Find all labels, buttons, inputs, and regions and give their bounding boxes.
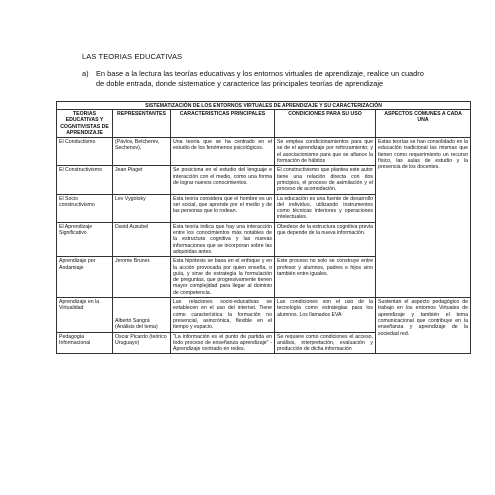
- table-caption: SISTEMATIZACIÓN DE LOS ENTORNOS VIRTUALES DE APRENDIZAJE Y SU CARACTERIZACIÓN: [57, 102, 471, 110]
- representatives-cell: Oscar Picardo (teórico Uruguayo): [113, 332, 171, 354]
- aspects-cell: Sustentan el aspecto pedagógico de trabajo en los entornos Virtuales de aprendizaje y también el tema comunicacional que contribuye en la enseñanza y aprendizaje de la sociedad red.: [376, 298, 471, 354]
- table-caption-row: [57, 102, 471, 110]
- theory-cell: El Socio constructivismo: [57, 194, 113, 222]
- characteristics-cell: Se posiciona en el estudio del lenguaje e interacción con el medio, como una forma de lograr nuevos conocimientos.: [171, 166, 275, 194]
- theory-cell: Aprendizaje en la Virtualidad: [57, 298, 113, 332]
- theory-cell: El Constructivismo: [57, 166, 113, 194]
- characteristics-cell: Una teoría que se ha centrado en el estudio de los fenómenos psicológicos.: [171, 138, 275, 166]
- characteristics-cell: Esta teoría considera que el hombre es un ser social, que aprende por el medio y de las personas que lo rodean.: [171, 194, 275, 222]
- conditions-cell: La educación es una fuente de desarrollo del individuo, utilizando instrumentos como técnicas interiores y operaciones intelectuales.: [275, 194, 376, 222]
- theory-cell: Aprendizaje por Andamiaje: [57, 257, 113, 298]
- aspects-cell: Estas teorías se han consolidado en la educación tradicional las mismas que tienen como requerimiento un recurso físico, las aulas de estudio y la presencia de los docentes.: [376, 138, 471, 298]
- instruction-paragraph: [82, 69, 427, 88]
- conditions-cell: Las condiciones son el uso de la tecnología como estrategias para los alumnos. Los llamados EVA: [275, 298, 376, 332]
- conditions-cell: Obedece de la estructura cognitiva previa que depende de la nueva información.: [275, 222, 376, 256]
- characteristics-cell: "La información es el punto de partida en todo proceso de enseñanza aprendizaje" -Aprendizaje centrado en redes.: [171, 332, 275, 354]
- header-theories: TEORIAS EDUCATIVAS Y COGNITIVISTAS DE APRENDIZAJE: [57, 110, 113, 138]
- header-aspects: ASPECTOS COMUNES A CADA UNA: [376, 110, 471, 138]
- theory-cell: El Aprendizaje Significativo: [57, 222, 113, 256]
- representatives-cell: Albertó Sangrá (Análisis del tema): [113, 298, 171, 332]
- representatives-cell: David Ausubel: [113, 222, 171, 256]
- table-row: [57, 298, 471, 332]
- representatives-cell: (Pávlov, Betcherev, Sechenov),: [113, 138, 171, 166]
- table-header-row: [57, 110, 471, 138]
- header-characteristics: CARACTERISTICAS PRINCIPALES: [171, 110, 275, 138]
- theory-cell: Pedagogía Informacional: [57, 332, 113, 354]
- characteristics-cell: Esta teoría indica que hay una interacción entre los conocimientos más notables de la estructura cognitiva y las nuevas informaciones que se incorporan sobre las adquiridas antes.: [171, 222, 275, 256]
- theories-table: [56, 101, 471, 354]
- header-conditions: CONDICIONES PARA SU USO: [275, 110, 376, 138]
- conditions-cell: Este proceso no solo se construye entre profesor y alumnos, padres e hijos sino también entre iguales.: [275, 257, 376, 298]
- characteristics-cell: Las relaciones socio-educativas se establecen en el uso del internet. Tiene como característica la formación no presencial, asincrónica, flexible en el tiempo y espacio.: [171, 298, 275, 332]
- representatives-cell: Jerome Bruner.: [113, 257, 171, 298]
- header-representatives: REPRESENTANTES: [113, 110, 171, 138]
- conditions-cell: Se emplea condicionamientos para que se de el aprendizaje por reforzamiento; y el asociacionismo para que se afiance la formación de hábitos: [275, 138, 376, 166]
- conditions-cell: Se requiere como condiciones el acceso, análisis, interpretación, evaluación y producción de dicha información: [275, 332, 376, 354]
- characteristics-cell: Esta hipótesis se basa en el enfoque y en la acción provocada por quien enseña, o guía, y sirve de estrategia la formulación de preguntas, que progresivamente tienen mayor complejidad para llegar al dominio de competencia.: [171, 257, 275, 298]
- representatives-cell: Jean Piaget: [113, 166, 171, 194]
- representatives-cell: Lev Vygotsky: [113, 194, 171, 222]
- document-title: LAS TEORIAS EDUCATIVAS: [82, 52, 183, 61]
- conditions-cell: El constructivismo que plantea este autor tiene una relación directa con dos principios, el proceso de asimilación y el proceso de acomodación.: [275, 166, 376, 194]
- instruction-text: En base a la lectura las teorías educativas y los entornos virtuales de aprendizaje, realice un cuadro de doble entrada, donde sistematice y caracterice las principales teorías de aprendizaje: [96, 69, 424, 88]
- instruction-marker: a): [82, 69, 89, 78]
- table-row: [57, 138, 471, 166]
- theory-cell: El Conductismo: [57, 138, 113, 166]
